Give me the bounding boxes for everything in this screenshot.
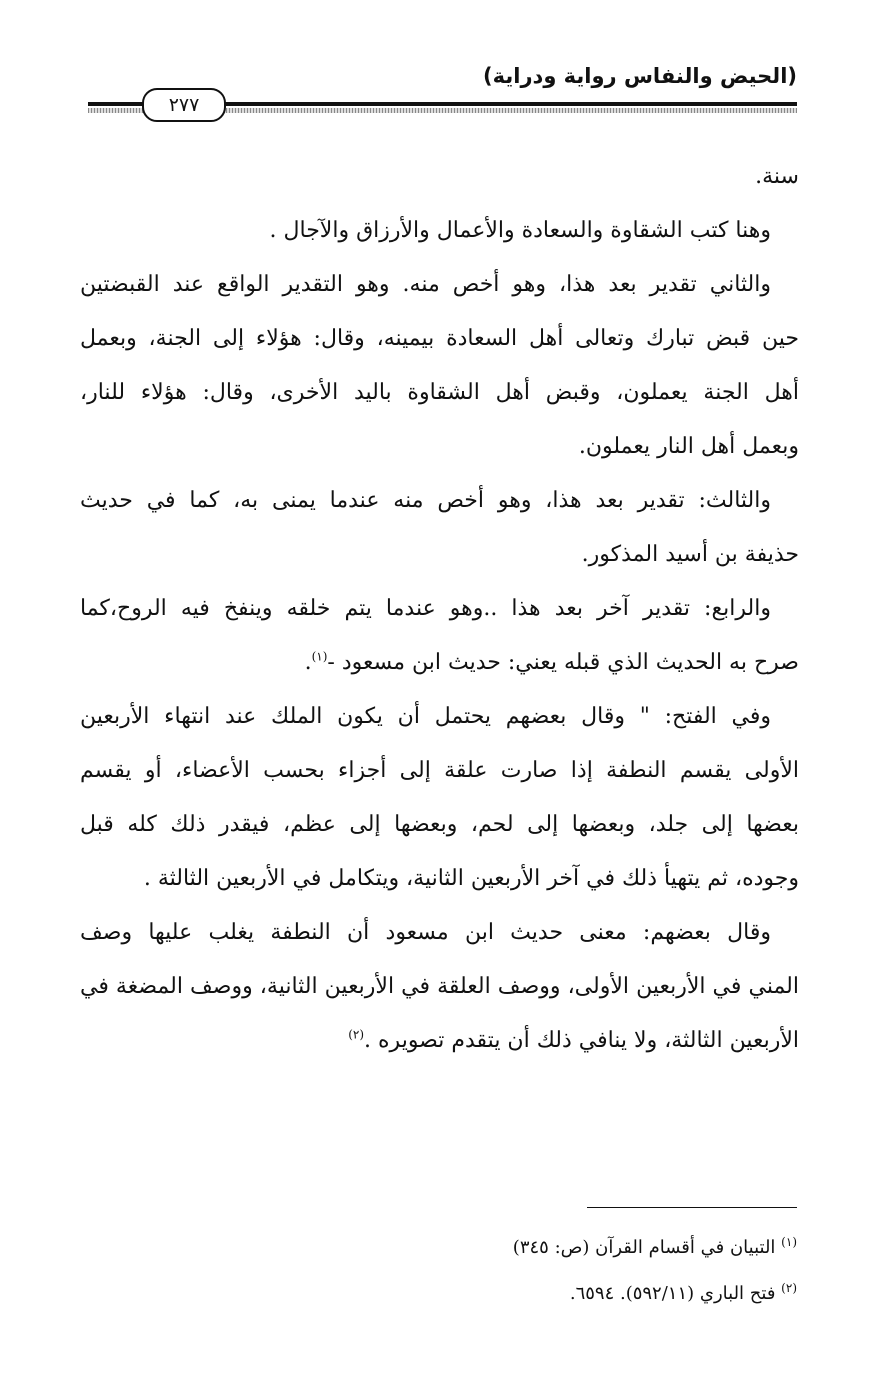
text-line: والثالث: تقدير بعد هذا، وهو أخص منه عندما يمنى به، كما في حديث [80,488,771,513]
footnotes [80,1225,797,1317]
text-line: صرح به الحديث الذي قبله يعني: حديث ابن مسعود - [327,650,799,675]
text-line: سنة. [755,164,799,189]
text-line: أهل الجنة يعملون، وقبض أهل الشقاوة باليد الأخرى، وقال: هؤلاء للنار، [80,380,799,405]
footnote-marker: (٢) [781,1281,797,1295]
footnote-ref-2: (٢) [348,1027,365,1042]
footnote-text: التبيان في أقسام القرآن (ص: ٣٤٥) [512,1237,776,1258]
running-title: (الحيض والنفاس رواية ودراية) [483,64,797,88]
text-line: وفي الفتح: " وقال بعضهم يحتمل أن يكون الملك عند انتهاء الأربعين [80,704,771,729]
text-line: وجوده، ثم يتهيأ ذلك في آخر الأربعين الثانية، ويتكامل في الأربعين الثالثة . [143,866,799,891]
text-line: والرابع: تقدير آخر بعد هذا ..وهو عندما يتم خلقه وينفخ فيه الروح،كما [80,596,771,621]
text-line: حذيفة بن أسيد المذكور. [581,542,799,567]
footnote-marker: (١) [781,1235,797,1249]
footnote-separator [587,1207,797,1208]
text-line: الأولى يقسم النطفة إذا صارت علقة إلى أجزاء بحسب الأعضاء، أو يقسم [80,758,799,783]
footnote-ref-1: (١) [311,649,328,664]
page-number: ٢٧٧ [142,88,226,122]
text-line-with-footnote: صرح به الحديث الذي قبله يعني: حديث ابن مسعود -$^{(١)}$. [304,649,799,675]
text-line: وهنا كتب الشقاوة والسعادة والأعمال والأرزاق والآجال . [269,218,771,243]
text-line: وقال بعضهم: معنى حديث ابن مسعود أن النطفة يغلب عليها وصف [80,920,771,945]
footnote-item [80,1225,797,1271]
text-line: المني في الأربعين الأولى، ووصف العلقة في الأربعين الثانية، ووصف المضغة في [80,974,799,999]
text-line-with-footnote [80,1014,799,1068]
footnote-item [80,1271,797,1317]
body-text [80,150,799,1068]
text-line: الأربعين الثالثة، ولا ينافي ذلك أن يتقدم تصويره . [364,1028,799,1053]
footnote-text: فتح الباري (٥٩٢/١١). ٦٥٩٤. [569,1283,776,1304]
text-line: والثاني تقدير بعد هذا، وهو أخص منه. وهو التقدير الواقع عند القبضتين [80,272,771,297]
text-line: حين قبض تبارك وتعالى أهل السعادة بيمينه، وقال: هؤلاء إلى الجنة، وبعمل [80,326,799,351]
text-line: وبعمل أهل النار يعملون. [578,434,799,459]
text-line: بعضها إلى جلد، وبعضها إلى لحم، وبعضها إلى عظم، فيقدر ذلك كله قبل [80,812,799,837]
